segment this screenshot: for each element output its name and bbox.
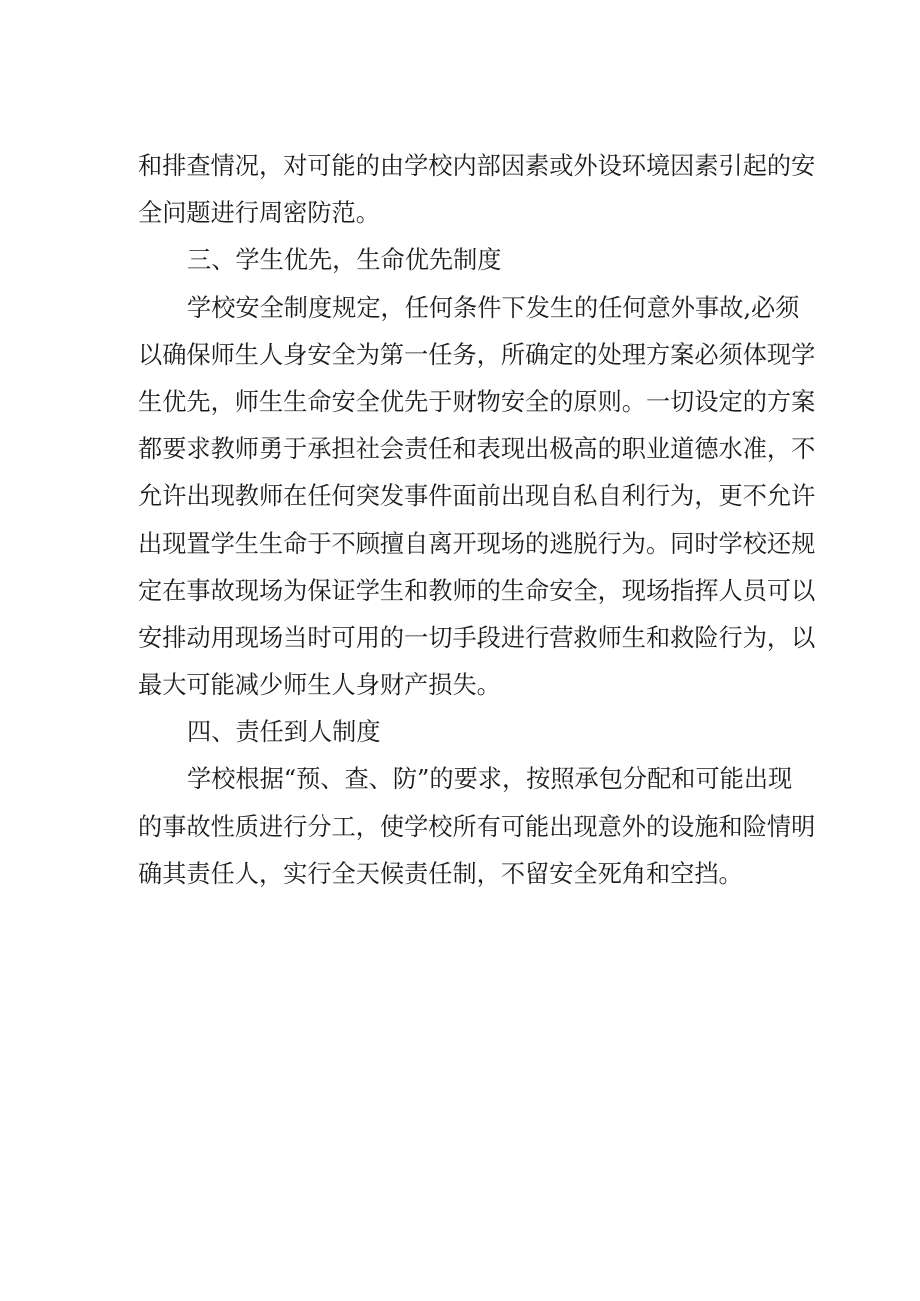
paragraph-line: 都要求教师勇于承担社会责任和表现出极高的职业道德水准，不 [138, 435, 816, 464]
paragraph-line: 确其责任人，实行全天候责任制，不留安全死角和空挡。 [138, 859, 743, 888]
paragraph-line: 允许出现教师在任何突发事件面前出现自私自利行为，更不允许 [138, 482, 816, 511]
paragraph-line: 学校根据“预、查、防”的要求，按照承包分配和可能出现 [187, 765, 793, 794]
paragraph-line: 全问题进行周密防范。 [138, 199, 380, 228]
paragraph-line: 生优先，师生生命安全优先于财物安全的原则。一切设定的方案 [138, 387, 816, 416]
section-heading: 三、学生优先，生命优先制度 [187, 246, 502, 275]
paragraph-line: 定在事故现场为保证学生和教师的生命安全，现场指挥人员可以 [138, 576, 816, 605]
paragraph-line: 出现置学生生命于不顾擅自离开现场的逃脱行为。同时学校还规 [138, 529, 816, 558]
paragraph-line: 学校安全制度规定，任何条件下发生的任何意外事故,必须 [187, 293, 800, 322]
section-heading: 四、责任到人制度 [187, 718, 381, 747]
paragraph-line: 以确保师生人身安全为第一任务，所确定的处理方案必须体现学 [138, 340, 816, 369]
paragraph-line: 安排动用现场当时可用的一切手段进行营救师生和救险行为，以 [138, 623, 816, 652]
paragraph-line: 的事故性质进行分工，使学校所有可能出现意外的设施和险情明 [138, 812, 816, 841]
paragraph-line: 和排查情况，对可能的由学校内部因素或外设环境因素引起的安 [138, 152, 816, 180]
document-body [138, 143, 816, 898]
paragraph-line: 最大可能减少师生人身财产损失。 [138, 671, 501, 700]
